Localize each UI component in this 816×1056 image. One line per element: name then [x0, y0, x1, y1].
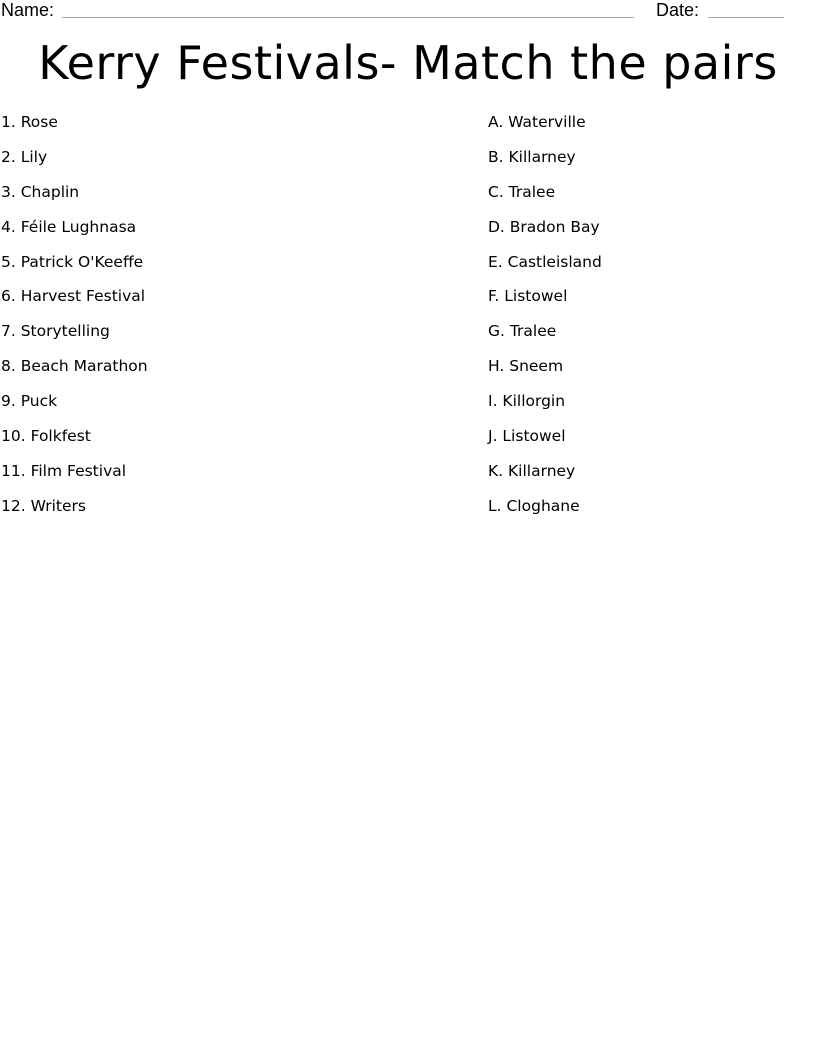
pair-row: [0, 391, 816, 426]
pair-row: [0, 252, 816, 287]
pair-row: [0, 112, 816, 147]
pair-row: [0, 426, 816, 461]
clue-item: 4. Féile Lughnasa: [1, 217, 137, 236]
pair-row: [0, 182, 816, 217]
pair-row: [0, 496, 816, 531]
name-label: Name:: [1, 0, 55, 20]
worksheet-header: [0, 0, 816, 24]
answer-item: G. Tralee: [488, 322, 557, 341]
answer-item: D. Bradon Bay: [488, 217, 600, 236]
clue-item: 3. Chaplin: [1, 182, 80, 201]
clue-item: 11. Film Festival: [1, 461, 127, 480]
match-pairs-list: [0, 112, 816, 531]
clue-item: 9. Puck: [1, 392, 58, 411]
date-line: [708, 17, 784, 18]
answer-item: F. Listowel: [488, 287, 568, 306]
answer-item: C. Tralee: [488, 182, 556, 201]
pair-row: [0, 147, 816, 182]
page-title: Kerry Festivals- Match the pairs: [38, 36, 778, 90]
clue-item: 1. Rose: [1, 113, 58, 131]
clue-item: 10. Folkfest: [1, 427, 91, 446]
answer-item: K. Killarney: [488, 461, 576, 480]
clue-item: 8. Beach Marathon: [1, 357, 148, 376]
answer-item: J. Listowel: [488, 427, 566, 446]
clue-item: 5. Patrick O'Keeffe: [1, 252, 144, 271]
answer-item: A. Waterville: [488, 113, 586, 131]
answer-item: H. Sneem: [488, 357, 564, 376]
answer-item: I. Killorgin: [488, 392, 566, 411]
clue-item: 7. Storytelling: [1, 322, 110, 341]
clue-item: 2. Lily: [1, 147, 48, 166]
pair-row: [0, 286, 816, 321]
pair-row: [0, 461, 816, 496]
pair-row: [0, 356, 816, 391]
clue-item: 6. Harvest Festival: [1, 287, 146, 306]
name-line: [62, 17, 634, 18]
pair-row: [0, 217, 816, 252]
answer-item: B. Killarney: [488, 147, 576, 166]
answer-item: E. Castleisland: [488, 252, 602, 271]
clue-item: 12. Writers: [1, 496, 86, 515]
answer-item: L. Cloghane: [488, 496, 580, 515]
pair-row: [0, 321, 816, 356]
date-label: Date:: [656, 0, 700, 20]
